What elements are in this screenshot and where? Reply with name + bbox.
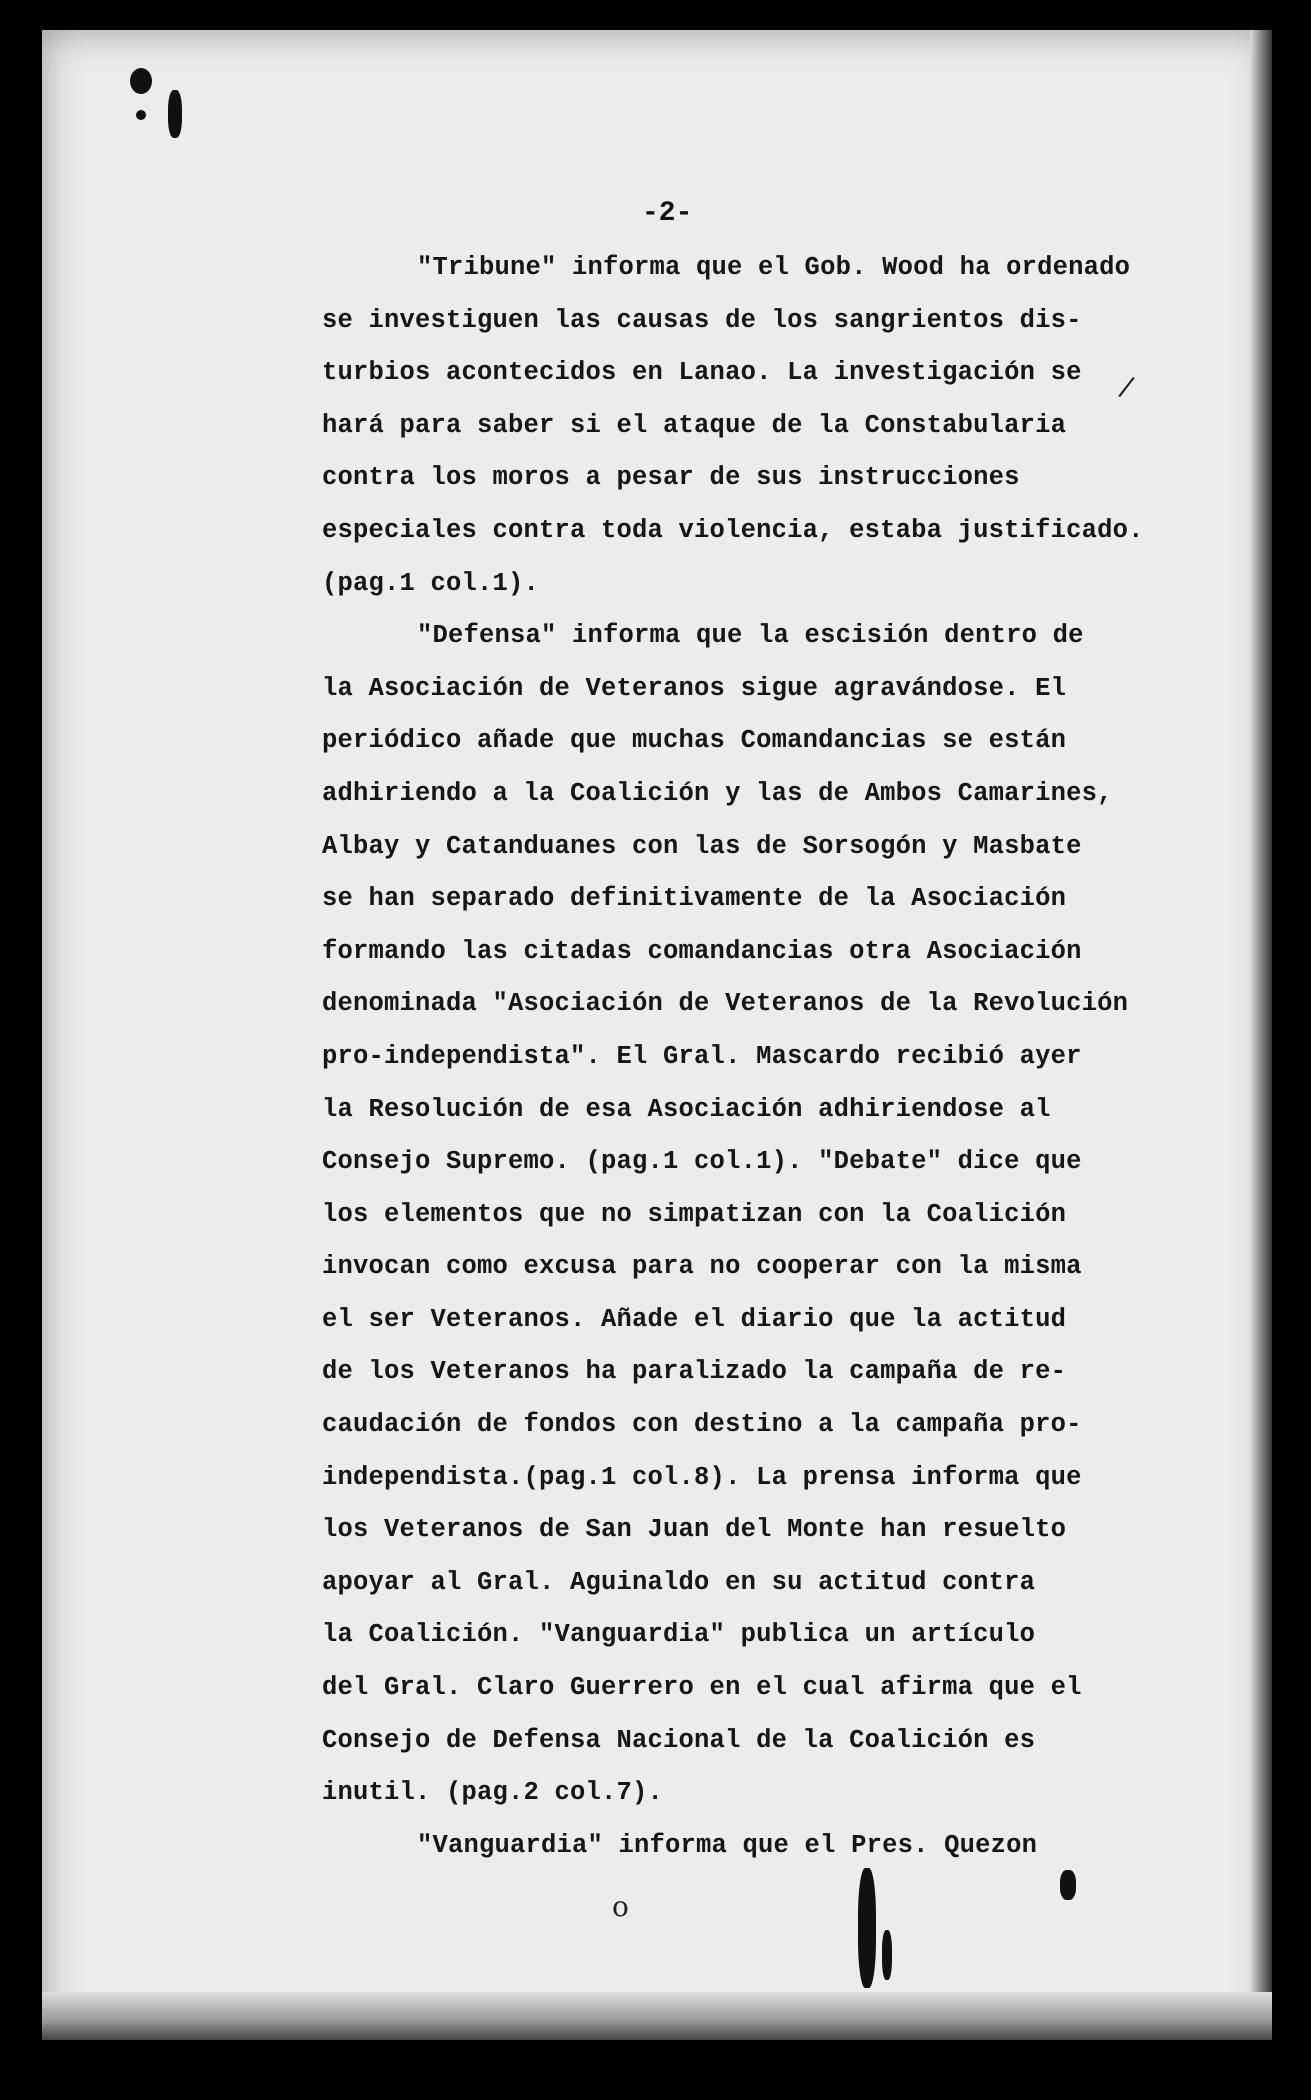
pencil-mark: o	[612, 1890, 629, 1923]
text-line: la Coalición. "Vanguardia" publica un artículo	[322, 1620, 1036, 1650]
text-line: hará para saber si el ataque de la Constabularia	[322, 410, 1067, 440]
text-line: caudación de fondos con destino a la campaña pro-	[322, 1410, 1082, 1440]
text-line: Consejo Supremo. (pag.1 col.1). "Debate" dice que	[322, 1147, 1082, 1177]
text-line: (pag.1 col.1).	[322, 568, 540, 598]
page-number: -2-	[642, 198, 693, 229]
text-line: "Defensa" informa que la escisión dentro de	[417, 621, 1084, 651]
ink-blot	[136, 110, 146, 120]
ink-blot	[858, 1868, 876, 1988]
text-line: se investiguen las causas de los sangrientos dis-	[322, 305, 1082, 335]
text-line: Consejo de Defensa Nacional de la Coalición es	[322, 1725, 1036, 1755]
document-page	[42, 30, 1272, 2040]
text-line: denominada "Asociación de Veteranos de la Revolución	[322, 989, 1129, 1019]
page-bottom-shadow	[42, 1992, 1272, 2040]
text-line: inutil. (pag.2 col.7).	[322, 1778, 664, 1808]
text-line: la Asociación de Veteranos sigue agravándose. El	[322, 673, 1067, 703]
text-line: turbios acontecidos en Lanao. La investigación se	[322, 358, 1082, 388]
text-line: apoyar al Gral. Aguinaldo en su actitud contra	[322, 1567, 1036, 1597]
ink-blot	[130, 68, 152, 94]
text-line: de los Veteranos ha paralizado la campaña de re-	[322, 1357, 1067, 1387]
text-line: el ser Veteranos. Añade el diario que la actitud	[322, 1304, 1067, 1334]
text-line: periódico añade que muchas Comandancias se están	[322, 726, 1067, 756]
text-line: pro-independista". El Gral. Mascardo recibió ayer	[322, 1041, 1082, 1071]
text-line: adhiriendo a la Coalición y las de Ambos Camarines,	[322, 778, 1113, 808]
ink-blot	[168, 90, 182, 138]
text-line: invocan como excusa para no cooperar con la misma	[322, 1252, 1082, 1282]
page-edge-shadow	[1250, 30, 1272, 2040]
pencil-mark: /	[1116, 369, 1137, 404]
text-line: especiales contra toda violencia, estaba justificado.	[322, 515, 1144, 545]
text-line: "Tribune" informa que el Gob. Wood ha ordenado	[417, 253, 1131, 282]
ink-blot	[882, 1930, 892, 1980]
text-line: los Veteranos de San Juan del Monte han resuelto	[322, 1515, 1067, 1545]
ink-blot	[1060, 1870, 1076, 1900]
text-line: los elementos que no simpatizan con la Coalición	[322, 1199, 1067, 1229]
text-line: formando las citadas comandancias otra Asociación	[322, 936, 1082, 966]
text-line: contra los moros a pesar de sus instrucciones	[322, 463, 1020, 493]
text-line: del Gral. Claro Guerrero en el cual afirma que el	[322, 1673, 1082, 1703]
text-line: independista.(pag.1 col.8). La prensa informa que	[322, 1462, 1082, 1492]
text-line: la Resolución de esa Asociación adhiriendose al	[322, 1094, 1051, 1124]
text-line: Albay y Catanduanes con las de Sorsogón y Masbate	[322, 831, 1082, 861]
typed-text	[322, 242, 1182, 1872]
text-line: "Vanguardia" informa que el Pres. Quezon	[417, 1830, 1038, 1860]
text-line: se han separado definitivamente de la Asociación	[322, 884, 1067, 914]
